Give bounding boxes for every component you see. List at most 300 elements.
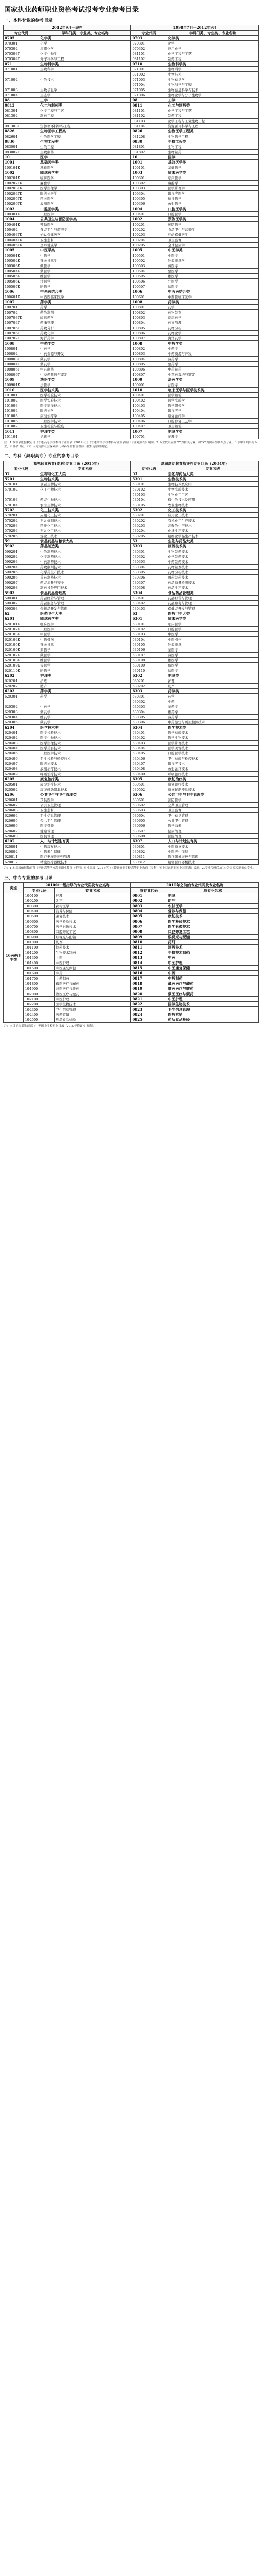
code-cell: 102200	[24, 1002, 54, 1007]
table-row	[4, 305, 259, 310]
name-cell: 生物医学工程	[167, 134, 259, 139]
name-cell: 麻醉学	[167, 181, 259, 186]
table-row	[4, 528, 259, 534]
code-cell: 071002	[4, 77, 39, 82]
code-cell: 100804	[131, 357, 167, 362]
name-cell: 医疗器械维护与管理	[39, 854, 131, 860]
name-cell: 口腔医学	[167, 627, 259, 632]
name-cell: 医学影像技术	[167, 741, 259, 746]
code-cell: 590207	[4, 580, 39, 585]
code-cell: 6201	[4, 616, 39, 621]
name-cell: 康复技术	[167, 914, 259, 919]
name-cell: 医学营养	[167, 823, 259, 828]
code-cell: 630401	[131, 730, 167, 735]
name-cell: 海洋药学	[39, 336, 131, 341]
code-cell: 1008	[4, 341, 39, 346]
name-cell: 护理学	[39, 434, 131, 439]
code-cell: 100701	[4, 305, 39, 310]
name-cell: 医学美容技术	[39, 746, 131, 751]
table-row	[4, 144, 259, 150]
name-cell: 针灸推拿	[39, 642, 131, 647]
name-cell: 临床医学	[167, 175, 259, 181]
name-cell: 人口与计划生育类	[167, 839, 259, 844]
code-cell: 101700	[24, 976, 54, 981]
name-cell: 医学技术类	[167, 725, 259, 730]
name-cell: 医学检验	[167, 393, 259, 398]
name-cell: 中药学	[167, 346, 259, 351]
name-cell: 康复辅助器具技术	[167, 787, 259, 792]
table-row	[4, 331, 259, 336]
table-row	[4, 518, 259, 523]
name-cell: 卫生检验	[167, 424, 259, 429]
name-cell: 康复治疗技术	[39, 782, 131, 787]
table-row	[4, 372, 259, 377]
name-cell: 生物技术	[39, 77, 131, 82]
name-cell: 中医学	[167, 632, 259, 637]
name-cell: 医院管理	[167, 834, 259, 839]
name-cell: 生物工程类	[167, 139, 259, 144]
name-cell: 针灸推拿学	[167, 258, 259, 263]
code-cell: 070302	[4, 46, 39, 51]
name-cell: 中药制药技术	[167, 559, 259, 565]
code-cell: 08	[4, 98, 39, 103]
name-cell: 生物科学类	[167, 62, 259, 67]
code-cell: 6205	[4, 777, 39, 782]
table-row	[4, 341, 259, 346]
table-row	[4, 186, 259, 191]
name-cell: 临床医学类	[39, 170, 131, 175]
name-cell: 化工与制药类	[167, 103, 259, 108]
code-cell: 0815	[131, 966, 167, 971]
name-cell: 医药营销	[167, 1012, 259, 1017]
table-row	[4, 284, 259, 289]
table-row	[4, 398, 259, 403]
code-cell: 100806	[131, 331, 167, 336]
table-row	[4, 787, 259, 792]
name-cell: 中医康复保健	[54, 966, 131, 971]
code-cell: 100601K	[4, 294, 39, 300]
table-row	[4, 585, 259, 590]
table-row	[4, 77, 259, 82]
code-cell: 1002	[4, 170, 39, 175]
code-cell: 1009	[4, 377, 39, 382]
code-cell: 0822	[131, 1002, 167, 1007]
code-cell: 530304	[131, 565, 167, 570]
code-cell	[4, 82, 39, 87]
name-cell: 工学	[39, 98, 131, 103]
table-row	[4, 715, 259, 720]
code-cell: 620502	[4, 787, 39, 792]
code-cell: 0826	[131, 129, 167, 134]
name-cell: 生物科学	[167, 67, 259, 72]
table-row	[4, 940, 259, 945]
code-header: 专业代码	[24, 888, 54, 893]
code-cell: 0830	[4, 139, 39, 144]
section-1-note: 注：1.本目录依据教育部《普通高等学校本科专业目录（2012年）》《普通高等学校本科专业目录新旧专业对照表》编制。2.专业代码后加“T”为特设专业，加“K”为国家控制布点专业。3.表中未列出的专业，由各省（区、市）人力资源社会保障部门和药品监督管理部门按相近原则确定。	[4, 441, 257, 448]
code-cell: 100802	[131, 346, 167, 351]
name-cell: 卫生监督	[167, 238, 259, 243]
table-row	[4, 196, 259, 201]
code-cell: 10	[131, 155, 167, 160]
code-cell: 081802	[131, 150, 167, 155]
name-cell: 中西医结合类	[167, 289, 259, 294]
code-cell: 1002	[131, 217, 167, 222]
name-cell: 口腔医学技术	[39, 419, 131, 424]
code-cell: 100405	[131, 413, 167, 419]
name-cell: 临床药学	[39, 315, 131, 320]
category-header: 类别	[4, 883, 24, 893]
name-cell: 哈医学	[167, 284, 259, 289]
code-cell: 100203TK	[4, 186, 39, 191]
code-cell: 570203	[4, 523, 39, 528]
name-cell: 眼视光与配镜	[54, 935, 131, 940]
code-cell: 630106	[131, 647, 167, 653]
code-cell: 100804	[131, 320, 167, 325]
name-cell: 农村医学	[167, 904, 259, 909]
name-cell: 药品质量检测技术	[167, 580, 259, 585]
table-row	[4, 808, 259, 813]
name-cell: 维医学	[167, 658, 259, 663]
code-cell: 071	[4, 62, 39, 67]
table-row	[4, 746, 259, 751]
name-cell: 生物技术类	[39, 477, 131, 482]
code-cell: 530105	[131, 502, 167, 508]
code-cell: 100806T	[4, 372, 39, 377]
name-cell: 预防医学	[167, 797, 259, 803]
code-cell: 620811	[4, 854, 39, 860]
code-cell: 59	[4, 539, 39, 544]
table-row	[4, 950, 259, 955]
code-cell	[4, 119, 39, 124]
code-cell	[4, 72, 39, 77]
table-row	[4, 36, 259, 41]
code-cell: 0810	[131, 940, 167, 945]
name-cell: 药品生物技术	[39, 497, 131, 502]
name-cell: 精细化学品生产技术	[167, 534, 259, 539]
code-cell: 630305	[131, 715, 167, 720]
name-cell: 药剂	[54, 940, 131, 945]
code-cell: 630501	[131, 782, 167, 787]
name-cell: 护理学类	[39, 429, 131, 434]
code-cell: 620801	[4, 844, 39, 849]
code-cell: 0806	[131, 919, 167, 924]
code-cell: 530302	[131, 554, 167, 559]
code-cell: 630109	[131, 663, 167, 668]
name-cell: 卫生监督	[167, 808, 259, 813]
table-row	[4, 720, 259, 725]
name-cell: 资源循环科学与工程	[167, 124, 259, 129]
name-cell: 中西医临床医学	[167, 294, 259, 300]
code-cell: 570202	[4, 518, 39, 523]
name-cell: 医药卫生大类	[167, 611, 259, 616]
code-cell: 630406	[131, 756, 167, 761]
name-cell: 生物科学	[39, 67, 131, 72]
table-row	[4, 367, 259, 372]
table-row	[4, 893, 259, 898]
name-cell: 化工与制药类	[39, 103, 131, 108]
name-cell: 生物信息学	[167, 77, 259, 82]
name-cell: 医学检验技术	[39, 730, 131, 735]
name-cell: 生物技术制药	[54, 950, 131, 955]
name-cell: 医学影像技术	[54, 924, 131, 929]
name-cell: 眼视光与配镜	[167, 935, 259, 940]
name-cell: 藏医学	[39, 653, 131, 658]
code-cell: 1007	[131, 429, 167, 434]
name-cell: 中医	[167, 955, 259, 960]
code-cell: 620608	[4, 834, 39, 839]
name-cell: 卫生信息管理	[167, 813, 259, 818]
code-cell: 100401K	[4, 222, 39, 227]
code-cell: 570102	[4, 487, 39, 492]
code-header: 专业代码	[4, 466, 39, 471]
table-row	[4, 929, 259, 935]
table-row	[4, 971, 259, 976]
name-cell: 食品药品与粮食大类	[39, 539, 131, 544]
section-2-note: 注：1.本目录依据教育部《普通高等学校高等职业教育（专科）专业目录（2015年）》《普通高等学校高等职业教育（专科）专业目录新旧专业对照表》编制。2.专业代码后加“K”为国家控制布点专业。	[4, 867, 256, 870]
name-cell: 应用化工技术	[39, 513, 131, 518]
code-cell: 590301	[4, 596, 39, 601]
table-row	[4, 761, 259, 766]
name-cell: 全球健康学	[167, 243, 259, 248]
code-cell: 101005	[4, 413, 39, 419]
code-cell: 100803T	[4, 357, 39, 362]
table-row	[4, 741, 259, 746]
code-cell: 100703TK	[4, 315, 39, 320]
name-cell: 健康管理	[167, 828, 259, 834]
table-row	[4, 730, 259, 735]
code-cell: 6206	[4, 792, 39, 797]
code-cell: 0805	[131, 914, 167, 919]
code-cell: 620802	[4, 849, 39, 854]
code-cell: 620110K	[4, 668, 39, 673]
name-cell: 口腔医学	[39, 627, 131, 632]
code-cell: 100702	[4, 310, 39, 315]
name-cell: 有机化工生产技术	[167, 518, 259, 523]
code-cell: 630601	[131, 797, 167, 803]
code-cell: 100301	[131, 175, 167, 181]
code-cell: 0803	[131, 904, 167, 909]
table-row	[4, 1002, 259, 1007]
table-row	[4, 590, 259, 596]
table-row	[4, 813, 259, 818]
undergrad-table	[3, 25, 259, 439]
period-new-header: 2012年9月—现在	[4, 25, 131, 31]
code-cell: 570104	[4, 502, 39, 508]
name-cell: 临床医学	[167, 621, 259, 627]
code-cell: 0808	[131, 929, 167, 935]
code-cell: 100501K	[4, 253, 39, 258]
name-cell: 口腔医学技术	[39, 751, 131, 756]
code-cell: 620601	[4, 797, 39, 803]
name-cell: 药学类	[39, 689, 131, 694]
code-cell: 620606	[4, 823, 39, 828]
name-cell: 医学	[39, 155, 131, 160]
table-row	[4, 1012, 259, 1017]
code-cell: 620108K	[4, 658, 39, 663]
name-cell: 高聚物生产技术	[167, 523, 259, 528]
name-cell: 中药制药	[167, 976, 259, 981]
code-cell: 100101	[131, 165, 167, 170]
code-cell: 5303	[131, 544, 167, 549]
name-cell: 助产	[39, 684, 131, 689]
name-cell: 药事管理	[39, 320, 131, 325]
name-cell: 医院管理	[39, 834, 131, 839]
name-cell: 生物技术及应用	[167, 482, 259, 487]
name-cell: 蒙药学	[39, 362, 131, 367]
name-cell: 维医学	[39, 274, 131, 279]
name-cell: 生物工程	[167, 144, 259, 150]
code-cell: 081103	[131, 119, 167, 124]
name-cell: 中药制药技术	[39, 559, 131, 565]
code-cell: 100406	[131, 419, 167, 424]
code-cell: 100704T	[4, 320, 39, 325]
table-row	[4, 253, 259, 258]
code-cell: 0710	[131, 62, 167, 67]
name-cell: 中药制药	[54, 976, 131, 981]
table-row	[4, 772, 259, 777]
table-row	[4, 935, 259, 940]
name-cell: 全球健康学	[39, 243, 131, 248]
name-cell: 药物制剂	[167, 310, 259, 315]
table-row	[4, 554, 259, 559]
name-cell: 卫生信息管理	[39, 813, 131, 818]
code-cell: 530308	[131, 585, 167, 590]
name-cell: 蒙医学	[167, 269, 259, 274]
table-row	[4, 709, 259, 715]
code-cell: 630110	[131, 668, 167, 673]
code-cell: 0703	[131, 36, 167, 41]
name-cell: 眼视光技术	[39, 761, 131, 766]
code-cell: 590203	[4, 559, 39, 565]
code-cell: 100100	[24, 893, 54, 898]
code-cell: 100501	[131, 253, 167, 258]
name-cell: 药学	[167, 305, 259, 310]
code-cell: 630404	[131, 746, 167, 751]
code-cell: 0813	[131, 955, 167, 960]
code-cell: 101500	[24, 966, 54, 971]
name-cell: 医学影像学	[167, 403, 259, 408]
table-row	[4, 777, 259, 782]
code-cell: 620106K	[4, 647, 39, 653]
table-row	[4, 797, 259, 803]
name-cell: 药剂	[167, 940, 259, 945]
code-cell: 630104	[131, 637, 167, 642]
code-cell: 101006	[4, 419, 39, 424]
code-cell: 620109K	[4, 663, 39, 668]
code-cell: 530205	[131, 534, 167, 539]
code-cell: 081101	[131, 108, 167, 113]
code-cell: 070303T	[4, 51, 39, 56]
code-cell: 570205	[4, 534, 39, 539]
name-cell: 公共卫生与卫生管理类	[39, 792, 131, 797]
code-cell: 100301K	[4, 212, 39, 217]
name-cell: 中西医结合类	[39, 289, 131, 294]
name-cell: 健康管理	[39, 828, 131, 834]
table-row	[4, 575, 259, 580]
name-cell: 法医学	[39, 382, 131, 388]
name-cell: 卫生信息管理	[54, 1007, 131, 1012]
code-cell: 1003	[131, 170, 167, 175]
code-cell: 530402	[131, 601, 167, 606]
name-cell: 针灸推拿学	[39, 258, 131, 263]
name-cell: 生物制药技术	[39, 549, 131, 554]
name-cell: 生物科学类	[39, 62, 131, 67]
code-cell: 100601	[131, 294, 167, 300]
code-header: 专业代码	[4, 31, 39, 36]
name-cell: 保健品开发与管理	[167, 606, 259, 611]
name-cell: 法医学类	[39, 377, 131, 382]
code-cell: 101007	[4, 424, 39, 429]
name-cell: 法医学	[167, 382, 259, 388]
name-cell: 食品卫生与营养学	[39, 227, 131, 232]
name-cell: 放射治疗技术	[167, 766, 259, 772]
name-cell: 工学	[167, 98, 259, 103]
code-cell: 1005	[4, 248, 39, 253]
name-cell: 中医	[54, 955, 131, 960]
code-cell: 630605	[131, 818, 167, 823]
code-cell: 0825	[131, 1017, 167, 1023]
code-cell: 100502	[131, 258, 167, 263]
name-cell: 生物科学与工程	[167, 82, 259, 87]
catalog-old-header: 高职高专教育指导性专业目录（2004年）	[131, 461, 259, 466]
name-cell: 人口与计划生育类	[39, 839, 131, 844]
name-cell: 口腔医学类	[39, 206, 131, 212]
name-cell	[39, 492, 131, 497]
code-cell: 1001	[4, 160, 39, 165]
name-cell: 中药学	[39, 346, 131, 351]
code-cell: 630306	[131, 720, 167, 725]
name-cell: 中草药栽培与鉴定	[167, 372, 259, 377]
name-cell: 医学检验技术	[39, 393, 131, 398]
code-cell: 100402	[4, 227, 39, 232]
table-row	[4, 966, 259, 971]
code-cell: 101200	[24, 950, 54, 955]
table-row	[4, 108, 259, 113]
table-row	[4, 782, 259, 787]
table-row	[4, 673, 259, 678]
code-cell: 6301	[131, 616, 167, 621]
code-cell: 630105	[131, 642, 167, 647]
name-cell: 中医养生保健	[167, 849, 259, 854]
code-cell: 100805	[131, 362, 167, 367]
table-row	[4, 694, 259, 699]
code-cell: 071004	[131, 82, 167, 87]
code-cell: 6304	[131, 725, 167, 730]
name-cell: 生物与化工大类	[39, 471, 131, 477]
name-cell: 医学生物技术	[167, 735, 259, 741]
table-row	[4, 751, 259, 756]
name-cell: 护理学类	[167, 429, 259, 434]
name-cell: 卫生检验与检疫	[39, 424, 131, 429]
name-cell: 药学类	[167, 689, 259, 694]
code-cell: 081102	[131, 113, 167, 119]
table-row	[4, 274, 259, 279]
code-cell: 630302	[131, 699, 167, 704]
name-cell: 医学影像技术	[39, 741, 131, 746]
section-3-title: 三、中专专业的参考目录	[4, 876, 53, 881]
name-cell: 护理学	[167, 434, 259, 439]
code-cell: 1005	[131, 248, 167, 253]
code-cell: 630403	[131, 741, 167, 746]
table-row	[4, 279, 259, 284]
code-cell: 081208	[131, 134, 167, 139]
name-cell: 药学	[39, 694, 131, 699]
code-cell: 0823	[131, 1007, 167, 1012]
code-cell: 57	[4, 471, 39, 477]
code-cell: 071003	[4, 87, 39, 93]
name-cell: 维药学	[167, 709, 259, 715]
name-cell: 藏药学	[39, 720, 131, 725]
